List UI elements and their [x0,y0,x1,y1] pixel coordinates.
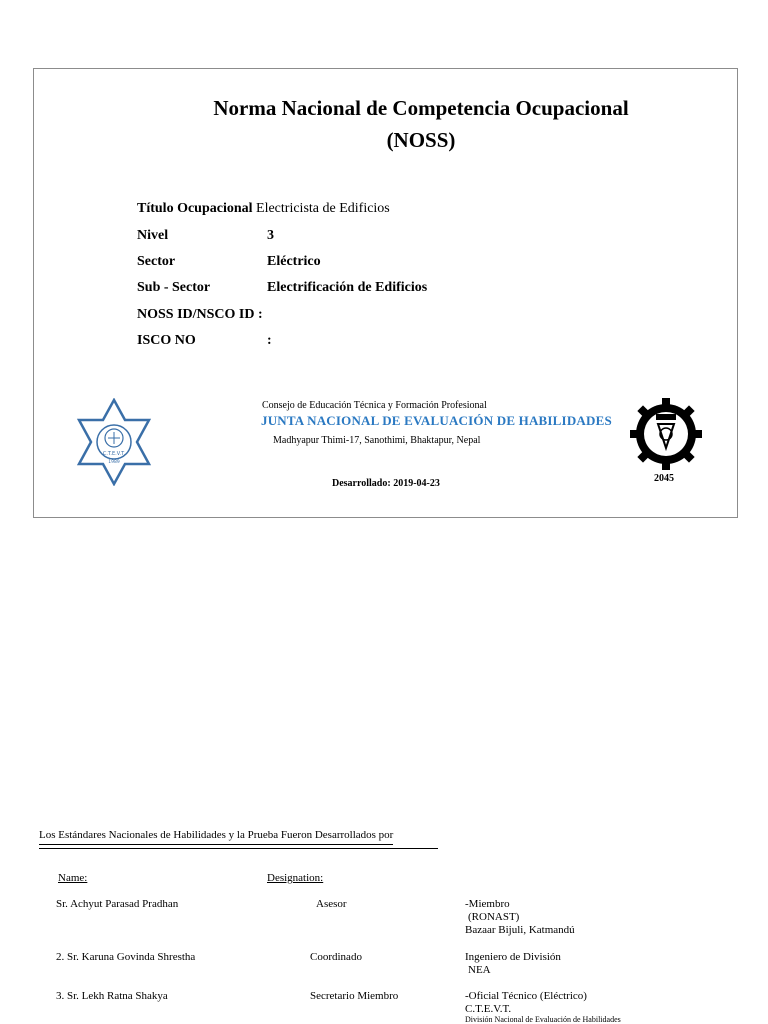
developer-designation-1: Asesor [316,898,347,910]
developer-name-2: 2. Sr. Karuna Govinda Shrestha [56,951,196,963]
left-logo-text: C.T.E.V.T. [102,451,126,457]
skill-testing-gear-seal-icon [630,398,702,470]
sector-label: Sector [137,254,176,269]
ctevt-star-logo-icon [76,398,152,486]
developer-designation-3: Secretario Miembro [310,990,399,1002]
board-address: Madhyapur Thimi-17, Sanothimi, Bhaktapur, Nepal [273,435,481,446]
developer-org-2-line2: NEA [468,964,491,976]
developer-org-3-line3: División Nacional de Evaluación de Habilidades [465,1015,621,1024]
developers-heading: Los Estándares Nacionales de Habilidades y la Prueba Fueron Desarrollados por [39,829,393,845]
developers-heading-underline [39,848,438,849]
document-subtitle: (NOSS) [386,128,456,152]
developer-org-3-line2: C.T.E.V.T. [465,1003,512,1015]
sector-value: Eléctrico [267,254,321,269]
right-logo-year: 2045 [654,473,674,484]
developer-name-1: Sr. Achyut Parasad Pradhan [56,898,179,910]
left-logo-year: 1989 [108,460,120,465]
developer-org-1-line2: (RONAST) [468,911,520,923]
occupational-title-row [137,201,390,217]
developer-org-2-line1: Ingeniero de División [465,951,561,963]
occupational-title-value: Electricista de Edificios [256,201,390,216]
developer-org-1-line1: -Miembro [465,898,510,910]
developer-org-1-line3: Bazaar Bijuli, Katmandú [465,924,575,936]
subsector-label: Sub - Sector [137,280,211,295]
developer-org-3-line1: -Oficial Técnico (Eléctrico) [465,990,587,1002]
isco-colon: : [267,333,272,348]
designation-column-header: Designation: [267,872,324,884]
occupational-title-label: Título Ocupacional [137,201,253,216]
developer-name-3: 3. Sr. Lekh Ratna Shakya [56,990,168,1002]
level-value: 3 [267,228,274,243]
council-name: Consejo de Educación Técnica y Formación Profesional [262,400,487,411]
developer-designation-2: Coordinado [310,951,362,963]
board-name: JUNTA NACIONAL DE EVALUACIÓN DE HABILIDADES [261,413,612,428]
noss-id-label: NOSS ID/NSCO ID : [137,307,263,322]
isco-label: ISCO NO [137,333,196,348]
name-column-header: Name: [58,872,88,884]
level-label: Nivel [137,228,169,243]
developed-date: Desarrollado: 2019-04-23 [332,478,440,489]
subsector-value: Electrificación de Edificios [267,280,428,295]
document-title: Norma Nacional de Competencia Ocupacional [213,96,629,120]
